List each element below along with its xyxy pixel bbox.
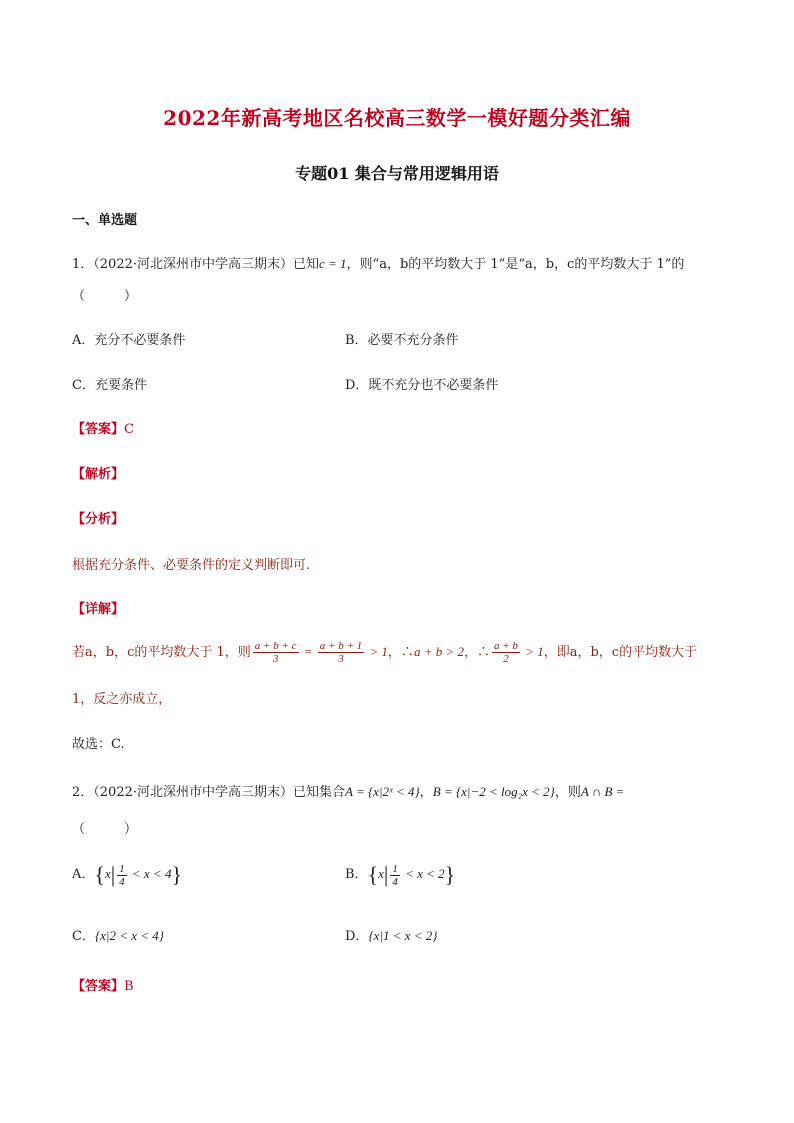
question-1-stem (72, 253, 684, 272)
q1-answer-blank: （ ） (72, 289, 138, 304)
intersection-ask: A ∩ B = (580, 784, 625, 799)
option-label: C． (72, 929, 95, 944)
document-title: 2022年新高考地区名校高三数学一模好题分类汇编 (163, 106, 631, 130)
detail-suffix: ，即a，b，c的平均数大于 (543, 645, 698, 660)
q1-option-d: D．既不充分也不必要条件 (345, 378, 499, 393)
greater-than-1b: > 1 (521, 644, 544, 659)
q1-answer (72, 418, 134, 437)
detail-line-1 (72, 640, 697, 665)
q2-option-c (72, 925, 164, 944)
q2-tail: ，则 (554, 785, 581, 800)
section-heading: 一、单选题 (72, 213, 138, 228)
set-b: B = {x|−2 < log₂x < 2} (432, 784, 555, 799)
q1-stem-suffix: ，则“a，b的平均数大于 1”是“a，b，c的平均数大于 1”的 (346, 257, 685, 272)
option-label: D． (345, 929, 369, 944)
inequality-ab-gt-2: a + b > 2 (413, 644, 464, 659)
q1-option-b: B．必要不充分条件 (345, 333, 459, 348)
answer-value: B (124, 979, 134, 994)
detail-prefix: 若a，b，c的平均数大于 1，则 (72, 645, 251, 660)
option-label: B． (345, 866, 368, 882)
equals-sign: = (300, 644, 316, 659)
q2-option-d (345, 925, 438, 944)
fraction-abc-over-3: $\frac{a + b + c}{3}$ (254, 640, 297, 665)
option-label: A． (72, 866, 95, 882)
detail-line-2: 1，反之亦成立， (72, 692, 172, 707)
option-set: {x| $\frac{1}{4}$ < x < 4} (94, 862, 183, 888)
q2-answer-blank: （ ） (72, 822, 138, 837)
therefore-2: ，∴ (463, 645, 490, 660)
q1-stem-prefix: 1．（2022·河北深州市中学高三期末）已知 (72, 257, 319, 272)
q1-option-c: C．充要条件 (72, 378, 147, 393)
answer-value: C (124, 422, 134, 437)
set-a: A = {x|2ˣ < 4} (345, 784, 420, 799)
q2-comma: ， (419, 785, 433, 800)
fenxi-tag: 【分析】 (72, 512, 125, 527)
analysis-tag: 【解析】 (72, 467, 125, 482)
option-set: {x|2 < x < 4} (94, 928, 165, 943)
fraction-ab1-over-3: $\frac{a + b + 1}{3}$ (319, 640, 363, 665)
fenxi-text: 根据充分条件、必要条件的定义判断即可. (72, 558, 311, 573)
greater-than-1: > 1 (366, 644, 388, 659)
option-set: {x|1 < x < 2} (368, 928, 438, 943)
option-set: {x| $\frac{1}{4}$ < x < 2} (367, 862, 456, 888)
therefore-1: ，∴ (387, 645, 414, 660)
detail-tag: 【详解】 (72, 602, 125, 617)
answer-tag: 【答案】 (72, 422, 125, 437)
q2-option-a (72, 862, 182, 888)
fraction-ab-over-2: $\frac{a + b}{2}$ (494, 640, 518, 665)
question-2-stem (72, 781, 624, 800)
q2-answer (72, 975, 134, 994)
q2-option-b (345, 862, 455, 888)
q1-option-a: A．充分不必要条件 (72, 333, 186, 348)
q2-stem-prefix: 2．（2022·河北深州市中学高三期末）已知集合 (72, 785, 345, 800)
q1-condition: c = 1 (319, 256, 347, 271)
topic-subtitle: 专题01 集合与常用逻辑用语 (295, 164, 499, 183)
q1-conclusion: 故选：C. (72, 737, 125, 752)
answer-tag: 【答案】 (72, 979, 125, 994)
